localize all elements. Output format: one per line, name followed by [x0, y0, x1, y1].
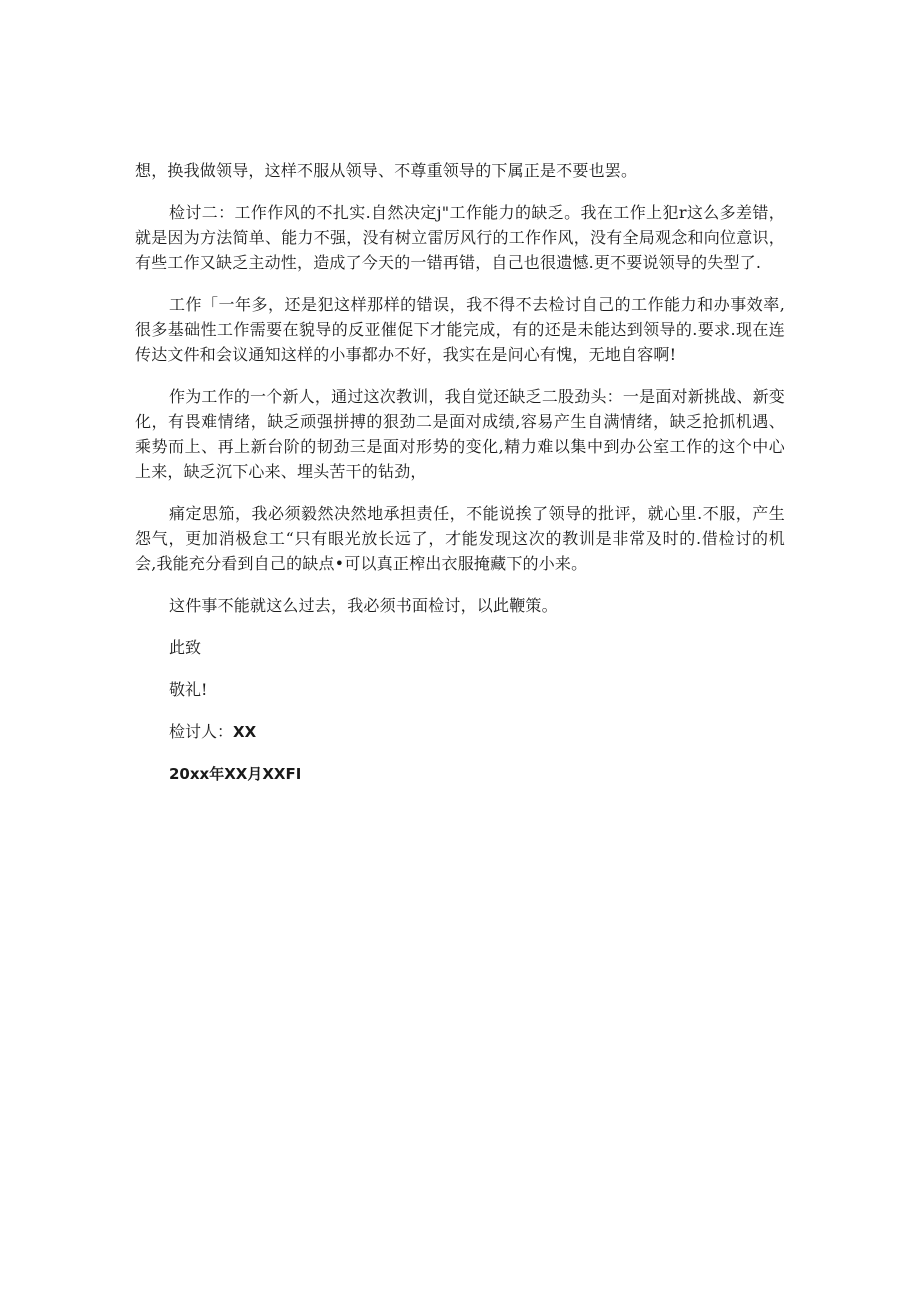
signer-name: XX: [233, 723, 257, 741]
paragraph-responsibility: 痛定思笳，我必须毅然决然地承担责任，不能说挨了领导的批评，就心里.不服，产生怨气，更加消极怠工“只有眼光放长远了，才能发现这次的教训是非常及时的.借检讨的机会,我能充分看到自己的缺点•可以真正榨出衣服掩藏下的小来。: [135, 504, 785, 573]
closing-salutation: 此致: [169, 638, 202, 657]
paragraph-new-employee: 作为工作的一个新人，通过这次教训，我自觉还缺乏二股劲头：一是面对新挑战、新变化，有畏难情绪，缺乏顽强拼搏的狠劲二是面对成绩,容易产生自满情绪，缺乏抢抓机遇、乘势而上、再上新台阶的韧劲三是面对形势的变化,精力难以集中到办公室工作的这个中心上来，缺乏沉下心来、埋头苦干的钻劲，: [135, 387, 785, 481]
signer-line: [169, 719, 785, 745]
paragraph-written-review: 这件事不能就这么过去，我必须书面检讨，以此鞭策。: [169, 596, 558, 615]
paragraph-review-two: 检讨二：工作作风的不扎实.自然决定j"工作能力的缺乏。我在工作上犯r这么多差错，就是因为方法简单、能力不强，没有树立雷厉风行的工作作风，没有全局观念和向位意识，有些工作又缺乏主动性，造成了今天的一错再错，自己也很遗憾.更不要说领导的失型了.: [135, 203, 785, 272]
signer-label: 检讨人：: [169, 722, 234, 741]
paragraph-work-efficiency: 工作「一年多，还是犯这样那样的错误，我不得不去检讨自己的工作能力和办事效率,很多基础性工作需要在貌导的反亚催促下才能完成，有的还是未能达到领导的.要求.现在连传达文件和会议通知这样的小事都办不好，我实在是问心有愧，无地自容啊!: [135, 295, 785, 364]
paragraph-continuation: 想，换我做领导，这样不服从领导、不尊重领导的下属正是不要也罢。: [135, 161, 638, 180]
document-body: [135, 158, 785, 787]
closing-respect: 敬礼!: [169, 680, 208, 699]
document-date: 20xx年XX月XXFI: [169, 765, 302, 783]
